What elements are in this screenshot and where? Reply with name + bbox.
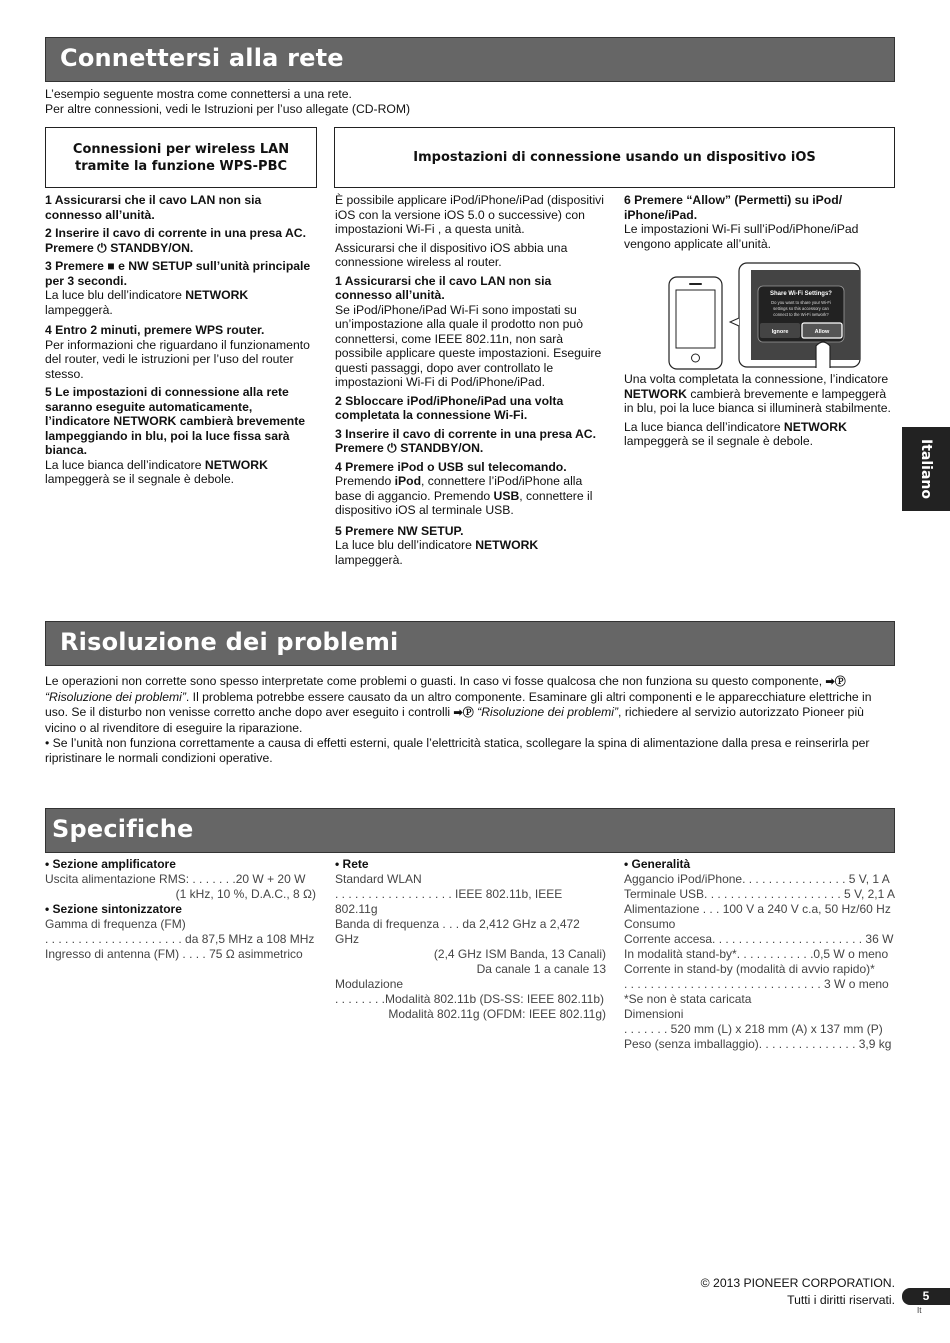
step-note: Se iPod/iPhone/iPad Wi-Fi sono impostati su un’impostazione alla quale il prodotto non può connettersi, come IEEE 802.11n, non sarà possibile applicare queste impostazioni. Eseguire questi passaggi, dopo aver controllato le impostazioni Wi-Fi di Pod/iPhone/iPad. [335, 302, 602, 389]
iphone-icon [669, 277, 722, 369]
spec-line: Da canale 1 a canale 13 [476, 962, 606, 976]
spec-line: . . . . . . . . . . . . . . . . . . . . . . . . . . . . . . 3 W o meno [624, 977, 889, 991]
spec-line: Gamma di frequenza (FM) [45, 917, 186, 931]
spec-line: . . . . . . . 520 mm (L) x 218 mm (A) x 137 mm (P) [624, 1022, 883, 1036]
step-text: 3 Inserire il cavo di corrente in una presa AC. Premere ⏻ STANDBY/ON. [335, 426, 596, 455]
ignore-button: Ignore [771, 329, 789, 335]
spec-line: Aggancio iPod/iPhone. . . . . . . . . . . . . . . . 5 V, 1 A [624, 872, 890, 886]
step-text: 5 Premere NW SETUP. [335, 523, 464, 538]
spec-line: Dimensioni [624, 1007, 684, 1021]
paragraph: Assicurarsi che il dispositivo iOS abbia una connessione wireless al router. [335, 240, 568, 269]
spec-line: Alimentazione . . . 100 V a 240 V c.a, 50 Hz/60 Hz [624, 902, 891, 916]
step-note: Le impostazioni Wi-Fi sull’iPod/iPhone/iPad vengono applicate all’unità. [624, 222, 859, 251]
step-note: Premendo iPod, connettere l’iPod/iPhone alla base di aggancio. Premendo USB, connettere il dispositivo iOS al terminale USB. [335, 474, 593, 517]
step-note: Per informazioni che riguardano il funzionamento del router, vedi le istruzioni per l’uso del router stesso. [45, 337, 310, 381]
step-text: 4 Premere iPod o USB sul telecomando. [335, 459, 567, 474]
step-text: 5 Le impostazioni di connessione alla rete saranno eseguite automaticamente, l’indicatore NETWORK cambierà brevemente lampeggiando in blu, poi la luce fissa sarà bianca. [45, 385, 306, 457]
step-note: La luce blu dell’indicatore NETWORK lampeggerà. [335, 538, 539, 567]
section-header-specs [45, 808, 895, 853]
power-icon: ⏻ [387, 441, 397, 455]
step-text: 6 Premere “Allow” (Permetti) su iPod/ iPhone/iPad. [624, 193, 843, 222]
language-code: It [917, 1306, 922, 1315]
spec-line: (2,4 GHz ISM Banda, 13 Canali) [433, 947, 606, 961]
spec-line: Corrente accesa. . . . . . . . . . . . . . . . . . . . . . . 36 W [624, 932, 894, 946]
wps-steps [45, 193, 317, 491]
section-title: Specifiche [52, 815, 194, 843]
paragraph: È possibile applicare iPod/iPhone/iPad (dispositivi iOS con la versione iOS 5.0 o successive) con impostazioni Wi-Fi , a questa unità. [335, 193, 604, 236]
step-note: La luce blu dell’indicatore NETWORK lampeggerà. [45, 288, 249, 317]
ios-steps [335, 193, 607, 571]
ipad-icon [739, 263, 860, 368]
step-text: 4 Entro 2 minuti, premere WPS router. [45, 323, 265, 337]
section-title: Risoluzione dei problemi [60, 628, 399, 656]
step-text: 2 Sbloccare iPod/iPhone/iPad una volta completata la connessione Wi-Fi. [335, 393, 564, 422]
section-header-network [45, 37, 895, 82]
ios-allow-illustration [660, 260, 865, 370]
paragraph: Una volta completata la connessione, l’indicatore NETWORK cambierà brevemente e lampeggerà in blu, poi la luce bianca si illuminerà stabilmente. [624, 372, 891, 415]
section-header-problems [45, 621, 895, 666]
copyright: © 2013 PIONEER CORPORATION. [700, 1276, 895, 1290]
ios-steps-continued [624, 193, 896, 255]
network-intro: L’esempio seguente mostra come connettersi a una rete. Per altre connessioni, vedi le Istruzioni per l’uso allegate (CD-ROM) [45, 87, 411, 116]
problems-text [45, 674, 895, 766]
spec-line: . . . . . . . . . . . . . . . . . . IEEE 802.11b, IEEE 802.11g [335, 887, 563, 916]
spec-line: Ingresso di antenna (FM) . . . . 75 Ω asimmetrico [45, 947, 303, 961]
step-note: La luce bianca dell’indicatore NETWORK lampeggerà se il segnale è debole. [45, 457, 268, 486]
spec-line: Corrente in stand-by (modalità di avvio rapido)* [624, 962, 875, 976]
paragraph: La luce bianca dell’indicatore NETWORK lampeggerà se il segnale è debole. [624, 419, 847, 448]
svg-text:connect to the Wi-Fi network?: connect to the Wi-Fi network? [773, 312, 829, 317]
spec-line: Terminale USB. . . . . . . . . . . . . . . . . . . . . 5 V, 2,1 A [624, 887, 895, 901]
spec-line: In modalità stand-by*. . . . . . . . . . . .0,5 W o meno [624, 947, 889, 961]
spec-heading: • Generalità [624, 857, 691, 871]
spec-line: Modalità 802.11g (OFDM: IEEE 802.11g) [388, 1007, 606, 1021]
spec-line: *Se non è stata caricata [624, 992, 752, 1006]
stop-icon: ■ [107, 259, 115, 273]
step-text: 2 Inserire il cavo di corrente in una presa AC. Premere ⏻ STANDBY/ON. [45, 226, 306, 255]
spec-heading: • Rete [335, 857, 369, 871]
step-text: 1 Assicurarsi che il cavo LAN non sia connesso all’unità. [45, 193, 262, 222]
specs-column-1 [45, 857, 316, 962]
spec-line: Banda di frequenza . . . da 2,412 GHz a 2,472 GHz [335, 917, 580, 946]
reference-icon: ➡Ⓟ [453, 707, 474, 719]
spec-line: (1 kHz, 10 %, D.A.C., 8 Ω) [175, 887, 316, 901]
spec-line: Peso (senza imballaggio). . . . . . . . . . . . . . . 3,9 kg [624, 1037, 892, 1051]
svg-text:Do you want to share your Wi-F: Do you want to share your Wi-Fi [771, 300, 831, 305]
spec-heading: • Sezione amplificatore [45, 857, 176, 871]
spec-line: . . . . . . . . . . . . . . . . . . . . . da 87,5 MHz a 108 MHz [45, 932, 315, 946]
spec-line: Modulazione [335, 977, 404, 991]
paragraph: Le operazioni non corrette sono spesso interpretate come problemi o guasti. In caso vi fosse qualcosa che non funziona su questo componente, ➡Ⓟ “Risoluzione dei problemi”. Il problema potrebbe essere causato da un altro componente. Esaminare gli altri componenti e le apparecchiature elettriche in uso. Se il disturbo non venisse corretto anche dopo aver eseguito i controlli ➡Ⓟ “Risoluzione dei problemi”, richiedere al servizio autorizzato Pioneer più vicino o al rivenditore di eseguire la riparazione. [45, 674, 872, 735]
page-number: 5 [902, 1288, 950, 1305]
power-icon: ⏻ [97, 240, 107, 255]
reference-icon: ➡Ⓟ [825, 676, 846, 688]
dialog-title: Share Wi-Fi Settings? [770, 291, 832, 297]
section-title: Connettersi alla rete [60, 44, 344, 72]
wps-box: Connessioni per wireless LAN tramite la funzione WPS-PBC [45, 127, 317, 188]
ios-box: Impostazioni di connessione usando un dispositivo iOS [334, 127, 895, 188]
spec-line: Consumo [624, 917, 676, 931]
spec-line: Standard WLAN [335, 872, 422, 886]
step-text: 3 Premere ■ e NW SETUP sull’unità principale per 3 secondi. [45, 259, 311, 288]
spec-line: Uscita alimentazione RMS: . . . . . . .20 W + 20 W [45, 872, 306, 886]
svg-text:settings so this accessory can: settings so this accessory can [773, 306, 829, 311]
spec-heading: • Sezione sintonizzatore [45, 902, 182, 916]
specs-column-2 [335, 857, 606, 1022]
allow-button: Allow [814, 329, 830, 335]
spec-line: . . . . . . . .Modalità 802.11b (DS-SS: IEEE 802.11b) [335, 992, 605, 1006]
specs-column-3 [624, 857, 895, 1052]
language-tab: Italiano [902, 427, 950, 511]
paragraph: • Se l’unità non funziona correttamente a causa di effetti esterni, quale l’elettricità statica, scollegare la spina di alimentazione dalla presa e reinserirla per ripristinare le normali condizioni operative. [45, 736, 870, 765]
step-text: 1 Assicurarsi che il cavo LAN non sia connesso all’unità. [335, 273, 552, 302]
ios-result [624, 372, 896, 453]
rights: Tutti i diritti riservati. [787, 1293, 895, 1307]
